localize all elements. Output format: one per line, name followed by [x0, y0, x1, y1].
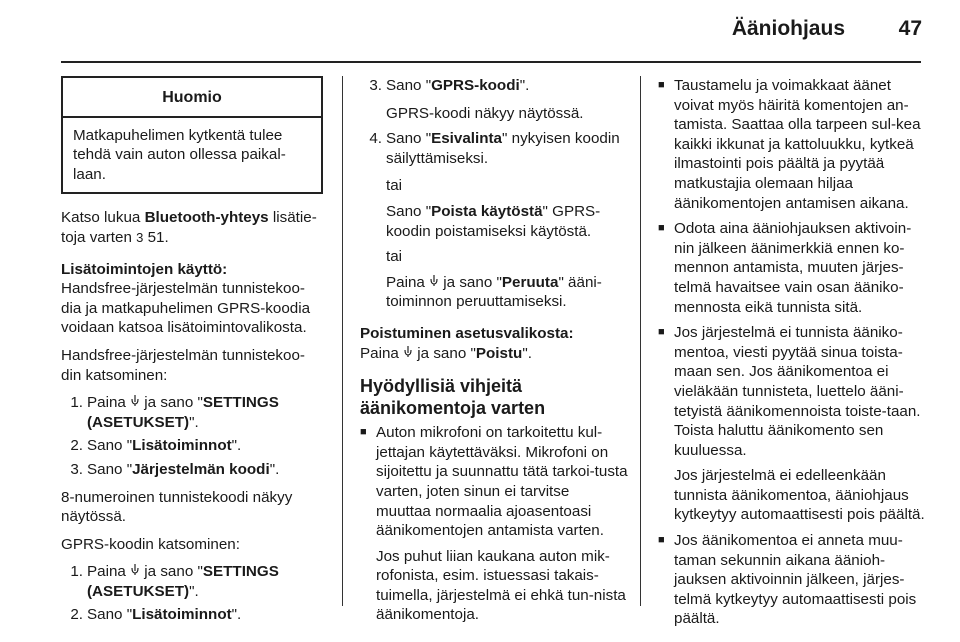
column-3 — [658, 76, 926, 635]
list-item: 3. Sano "Järjestelmän koodi". — [70, 460, 280, 478]
bullet-icon: ■ — [658, 79, 665, 91]
intro-paragraph: Katso lukua Bluetooth-yhteys lisätie-toja varten 3 51. — [61, 209, 317, 246]
list-item: ■ Taustamelu ja voimakkaat äänet voivat myös häiritä komentojen an-tamista. Saattaa olla tarpeen sul-kea kaikki ikkunat ja kattoluukku, kytkeä ilmastointi pois päältä ja pyytää matkustajia olemaan hiljaa äänikomentojen antamisen aikana. — [658, 77, 921, 212]
step-note: GPRS-koodi näkyy näytössä. — [386, 104, 584, 122]
alternative-step: Sano "Poista käytöstä" GPRS-koodin poistamiseksi käytöstä. — [386, 202, 601, 240]
page-reference-icon: 3 — [136, 229, 144, 245]
voice-icon — [130, 563, 140, 576]
list-item: 1. Paina ja sano "SETTINGS (ASETUKSET)". — [70, 394, 279, 431]
sub-heading: Poistuminen asetusvalikosta: — [360, 324, 574, 342]
page-title: Ääniohjaus — [731, 17, 845, 40]
notice-text: Matkapuhelimen kytkentä tulee tehdä vain auton ollessa paikal-laan. — [73, 126, 286, 183]
notice-title: Huomio — [63, 78, 321, 118]
column-divider-1 — [342, 76, 343, 606]
bullet-icon: ■ — [658, 534, 665, 547]
section-heading: Hyödyllisiä vihjeitä äänikomentoja varten — [360, 376, 546, 419]
page-number: 47 — [898, 17, 922, 40]
paragraph: Handsfree-järjestelmän tunnistekoo-dia ja matkapuhelimen GPRS-koodia voidaan katsoa lisätoimintovalikosta. — [61, 280, 311, 337]
alternative-step: Paina ja sano "Peruuta" ääni-toiminnon peruuttamiseksi. — [386, 273, 602, 311]
list-item: ■ Jos äänikomentoa ei anneta muu-taman sekunnin aikana äänioh-jauksen aktivoinnin jälkeen, järjes-telmä kytkeytyy automaattisesti pois päältä. — [658, 532, 917, 628]
paragraph: Paina ja sano "Poistu". — [360, 344, 532, 362]
list-item: 4. Sano "Esivalinta" nykyisen koodin säilyttämiseksi. — [369, 130, 620, 167]
bullet-icon: ■ — [658, 326, 665, 339]
paragraph: 8-numeroinen tunnistekoodi näkyy näytössä. — [61, 488, 293, 526]
page-header — [0, 0, 960, 60]
voice-icon — [429, 274, 439, 287]
column-2 — [360, 76, 628, 631]
or-text: tai — [386, 248, 403, 266]
sub-heading: Lisätoimintojen käyttö: — [61, 260, 228, 278]
list-item: ■ Auton mikrofoni on tarkoitettu kul-jettajan käytettäväksi. Mikrofoni on sijoitettu ja suunnattu tätä tarkoi-tusta varten, joten sinun ei tarvitse muuttaa normaalia ajoasentoasi äänikomentojen antamista varten. Jos puhut liian kaukana auton mik-rofonista, esim. istuessasi takais-tuimella, järjestelmä ei ehkä tun-nista äänikomentoja. — [360, 424, 628, 624]
bullet-icon: ■ — [658, 222, 665, 235]
steps-list-3 — [360, 76, 628, 96]
or-text: tai — [386, 177, 403, 195]
list-item: ■ Jos järjestelmä ei tunnista ääniko-mentoa, viesti pyytää sinua toista-maan sen. Jos äänikomentoa ei vieläkään tunnisteta, luettelo ääni-tetyistä äänikomennoista toiste-taan. Toista haluttu äänikomento sen kuuluessa. Jos järjestelmä ei edelleenkään tunnista äänikomentoa, ääniohjaus kytkeytyy automaattisesti pois päältä. — [658, 324, 925, 524]
header-rule — [61, 61, 921, 63]
voice-icon — [130, 394, 140, 407]
paragraph: Handsfree-järjestelmän tunnistekoo-din katsominen: — [61, 346, 305, 384]
notice-box — [61, 76, 323, 194]
bullet-icon: ■ — [360, 426, 367, 439]
steps-list-2 — [61, 562, 323, 625]
tips-list — [360, 423, 628, 625]
steps-list-4 — [360, 129, 628, 168]
list-item: 2. Sano "Lisätoiminnot". — [70, 437, 242, 455]
steps-list-1 — [61, 393, 323, 479]
list-item: 2. Sano "Lisätoiminnot". — [70, 606, 242, 624]
voice-icon — [403, 345, 413, 358]
list-item: ■ Odota aina ääniohjauksen aktivoin-nin jälkeen äänimerkkiä ennen ko-mennon antamista, muuten järjes-telmä havaitsee vain osan ääniko-mennosta eikä tunnista sitä. — [658, 220, 912, 316]
paragraph: GPRS-koodin katsominen: — [61, 535, 240, 553]
column-1 — [61, 76, 323, 633]
list-item: 1. Paina ja sano "SETTINGS (ASETUKSET)". — [70, 563, 279, 600]
column-divider-2 — [640, 76, 641, 606]
list-item: 3. Sano "GPRS-koodi". — [369, 77, 530, 94]
tips-list-continued — [658, 76, 926, 629]
